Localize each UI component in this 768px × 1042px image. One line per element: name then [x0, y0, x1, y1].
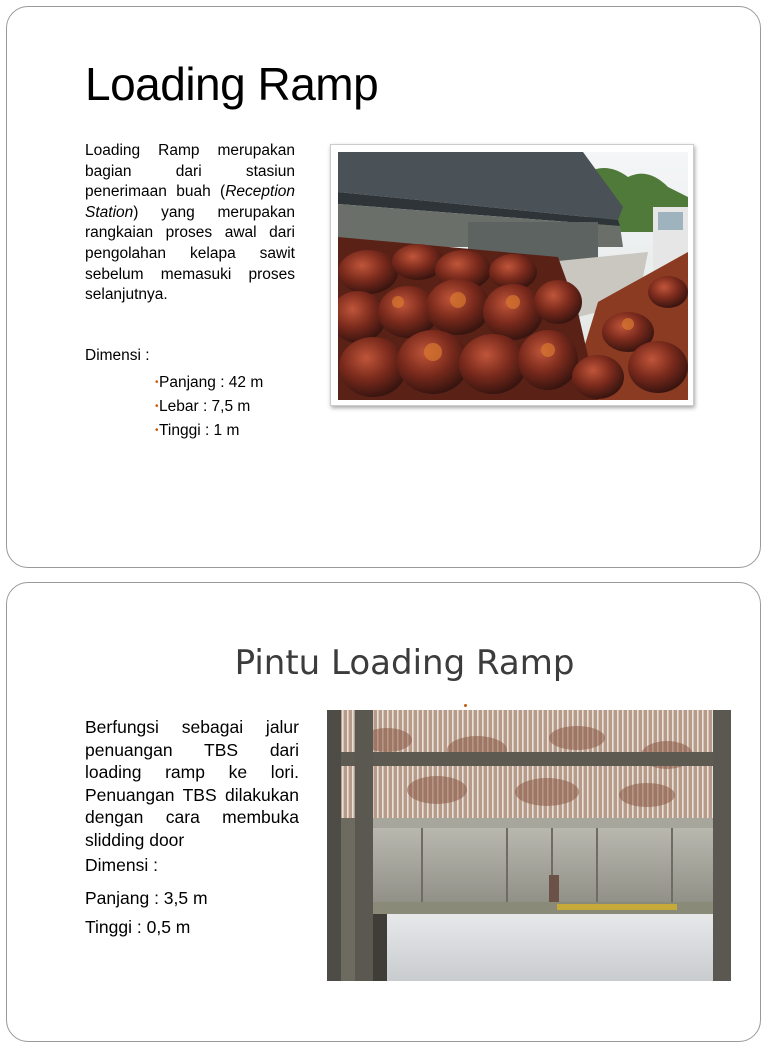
- loading-ramp-door-photo: [327, 710, 731, 981]
- slide-1: [6, 6, 761, 568]
- slide-1-dimensions-list: [155, 371, 263, 443]
- slide-2-title: Pintu Loading Ramp: [234, 643, 575, 683]
- slide-2-description: Berfungsi sebagai jalur penuangan TBS dari loading ramp ke lori. Penuangan TBS dilakukan dengan cara membuka slidding door: [85, 717, 299, 850]
- slide-1-title: Loading Ramp: [85, 58, 379, 110]
- slide-1-description: Loading Ramp merupakan bagian dari stasiun penerimaan buah (Reception Station) yang merupakan rangkaian proses awal dari pengolahan kelapa sawit sebelum memasuki proses selanjutnya.: [85, 142, 295, 304]
- bullet-icon: •: [155, 401, 159, 413]
- dimension-length: •Panjang : 42 m: [155, 371, 263, 395]
- dimension-height: •Tinggi : 1 m: [155, 419, 263, 443]
- slide-2-height: Tinggi : 0,5 m: [85, 917, 191, 937]
- slide-2: [6, 582, 761, 1042]
- loading-ramp-photo: [330, 144, 694, 406]
- slide-2-dimensions-label: Dimensi :: [85, 855, 158, 875]
- slide-1-dimensions-label: Dimensi :: [85, 347, 150, 364]
- bullet-icon: •: [155, 425, 159, 437]
- palm-fruit-image: [338, 152, 688, 400]
- bullet-icon: •: [155, 377, 159, 388]
- slide-2-length: Panjang : 3,5 m: [85, 888, 208, 908]
- dimension-width: •Lebar : 7,5 m: [155, 395, 263, 419]
- accent-dot-icon: [464, 704, 467, 707]
